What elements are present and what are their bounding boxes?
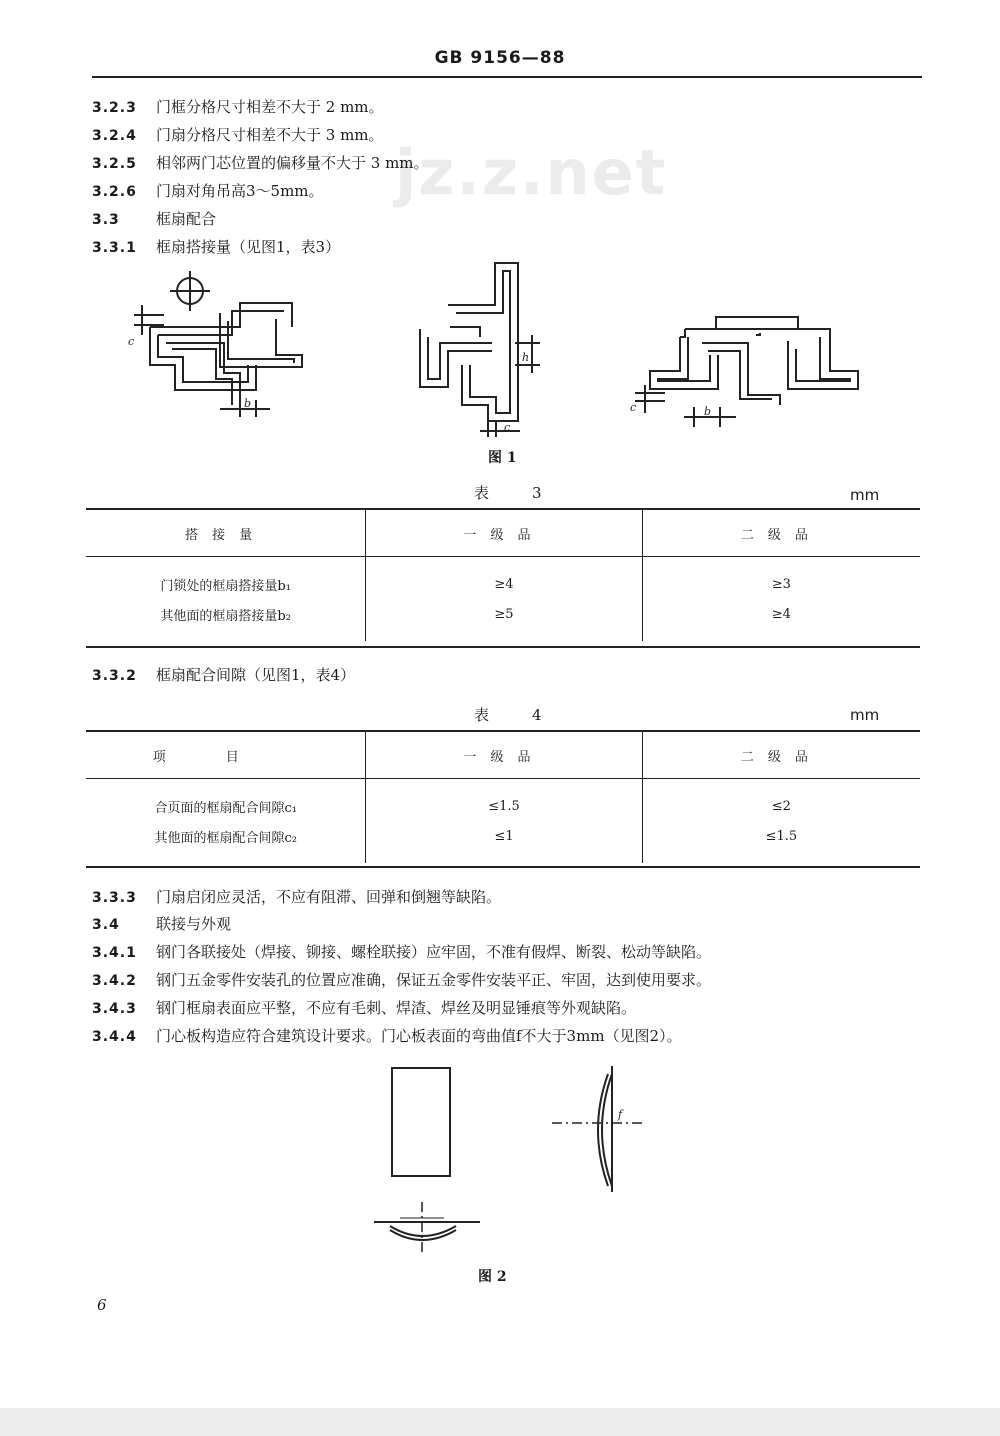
table-3-row-1-grade2: ≥3 [642,557,920,600]
table-4-row-1-grade1: ≤1.5 [366,779,642,822]
figure-1-drawing [120,255,880,445]
table-4-row-2-grade2: ≤1.5 [642,821,920,863]
section-3-3: 3.3 框扇配合 [92,210,217,228]
table-3-header-3: 二级品 [642,510,920,557]
fig1-label-c1-right: c [630,401,637,414]
clause-3-3-3: 3.3.3 门扇启闭应灵活，不应有阻滞、回弹和倒翘等缺陷。 [92,888,502,906]
table-4 [86,732,920,863]
table-3-unit: mm [850,486,880,504]
header-rule [92,76,922,78]
table-3-row-2-grade1: ≥5 [366,599,642,641]
table-4-row-2-grade1: ≤1 [366,821,642,863]
clause-3-4-2: 3.4.2 钢门五金零件安装孔的位置应准确，保证五金零件安装平正、牢固，达到使用要求。 [92,971,712,989]
clause-3-2-4: 3.2.4 门扇分格尺寸相差不大于 3 mm。 [92,126,384,144]
clause-3-2-6: 3.2.6 门扇对角吊高3～5mm。 [92,182,324,200]
figure-2-caption: 图 2 [478,1269,507,1285]
table-4-title: 表 4 [474,706,556,724]
table-3-row-2-grade2: ≥4 [642,599,920,641]
clause-3-4-3: 3.4.3 钢门框扇表面应平整，不应有毛刺、焊渣、焊丝及明显锤痕等外观缺陷。 [92,999,637,1017]
figure-2-drawing [360,1060,660,1260]
viewer-bottom-strip [0,1408,1000,1436]
fig1-label-c2: c [504,421,511,434]
clause-3-3-1: 3.3.1 框扇搭接量（见图1，表3） [92,238,341,256]
clause-3-4-4: 3.4.4 门心板构造应符合建筑设计要求。门心板表面的弯曲值f不大于3mm（见图2）。 [92,1027,682,1045]
fig1-label-b-left: b [244,397,252,410]
figure-1-caption: 图 1 [488,450,517,466]
page-number: 6 [97,1296,107,1314]
standard-header: GB 9156—88 [434,48,566,68]
table-3-title: 表 3 [474,484,556,502]
table-4-row-1-label: 合页面的框扇配合间隙c₁ [154,800,297,816]
table-4-row-2-label: 其他面的框扇配合间隙c₂ [154,830,297,846]
fig1-label-h: h [522,351,530,364]
section-3-4: 3.4 联接与外观 [92,915,232,933]
table-3-row-1-label: 门锁处的框扇搭接量b₁ [160,578,291,594]
clause-3-2-5: 3.2.5 相邻两门芯位置的偏移量不大于 3 mm。 [92,154,429,172]
table-3-header-1: 搭接量 [86,510,366,557]
table-3-header-2: 一级品 [366,510,642,557]
clause-3-4-1: 3.4.1 钢门各联接处（焊接、铆接、螺栓联接）应牢固，不准有假焊、断裂、松动等缺陷。 [92,943,712,961]
watermark: jz.z.net [395,136,668,209]
fig2-label-f: f [618,1108,623,1121]
table-3-row-1-grade1: ≥4 [366,557,642,600]
table-3 [86,510,920,641]
table-4-header-1: 项目 [86,732,366,779]
fig1-label-c1: c [128,335,135,348]
table-4-header-2: 一级品 [366,732,642,779]
table-4-unit: mm [850,706,880,724]
table-4-header-3: 二级品 [642,732,920,779]
table-4-row-1-grade2: ≤2 [642,779,920,822]
table-3-bottom-rule [86,646,920,648]
clause-3-2-3: 3.2.3 门框分格尺寸相差不大于 2 mm。 [92,98,384,116]
clause-3-3-2: 3.3.2 框扇配合间隙（见图1，表4） [92,666,356,684]
table-4-bottom-rule [86,866,920,868]
fig1-label-b-right: b [704,405,712,418]
table-3-row-2-label: 其他面的框扇搭接量b₂ [160,608,291,624]
